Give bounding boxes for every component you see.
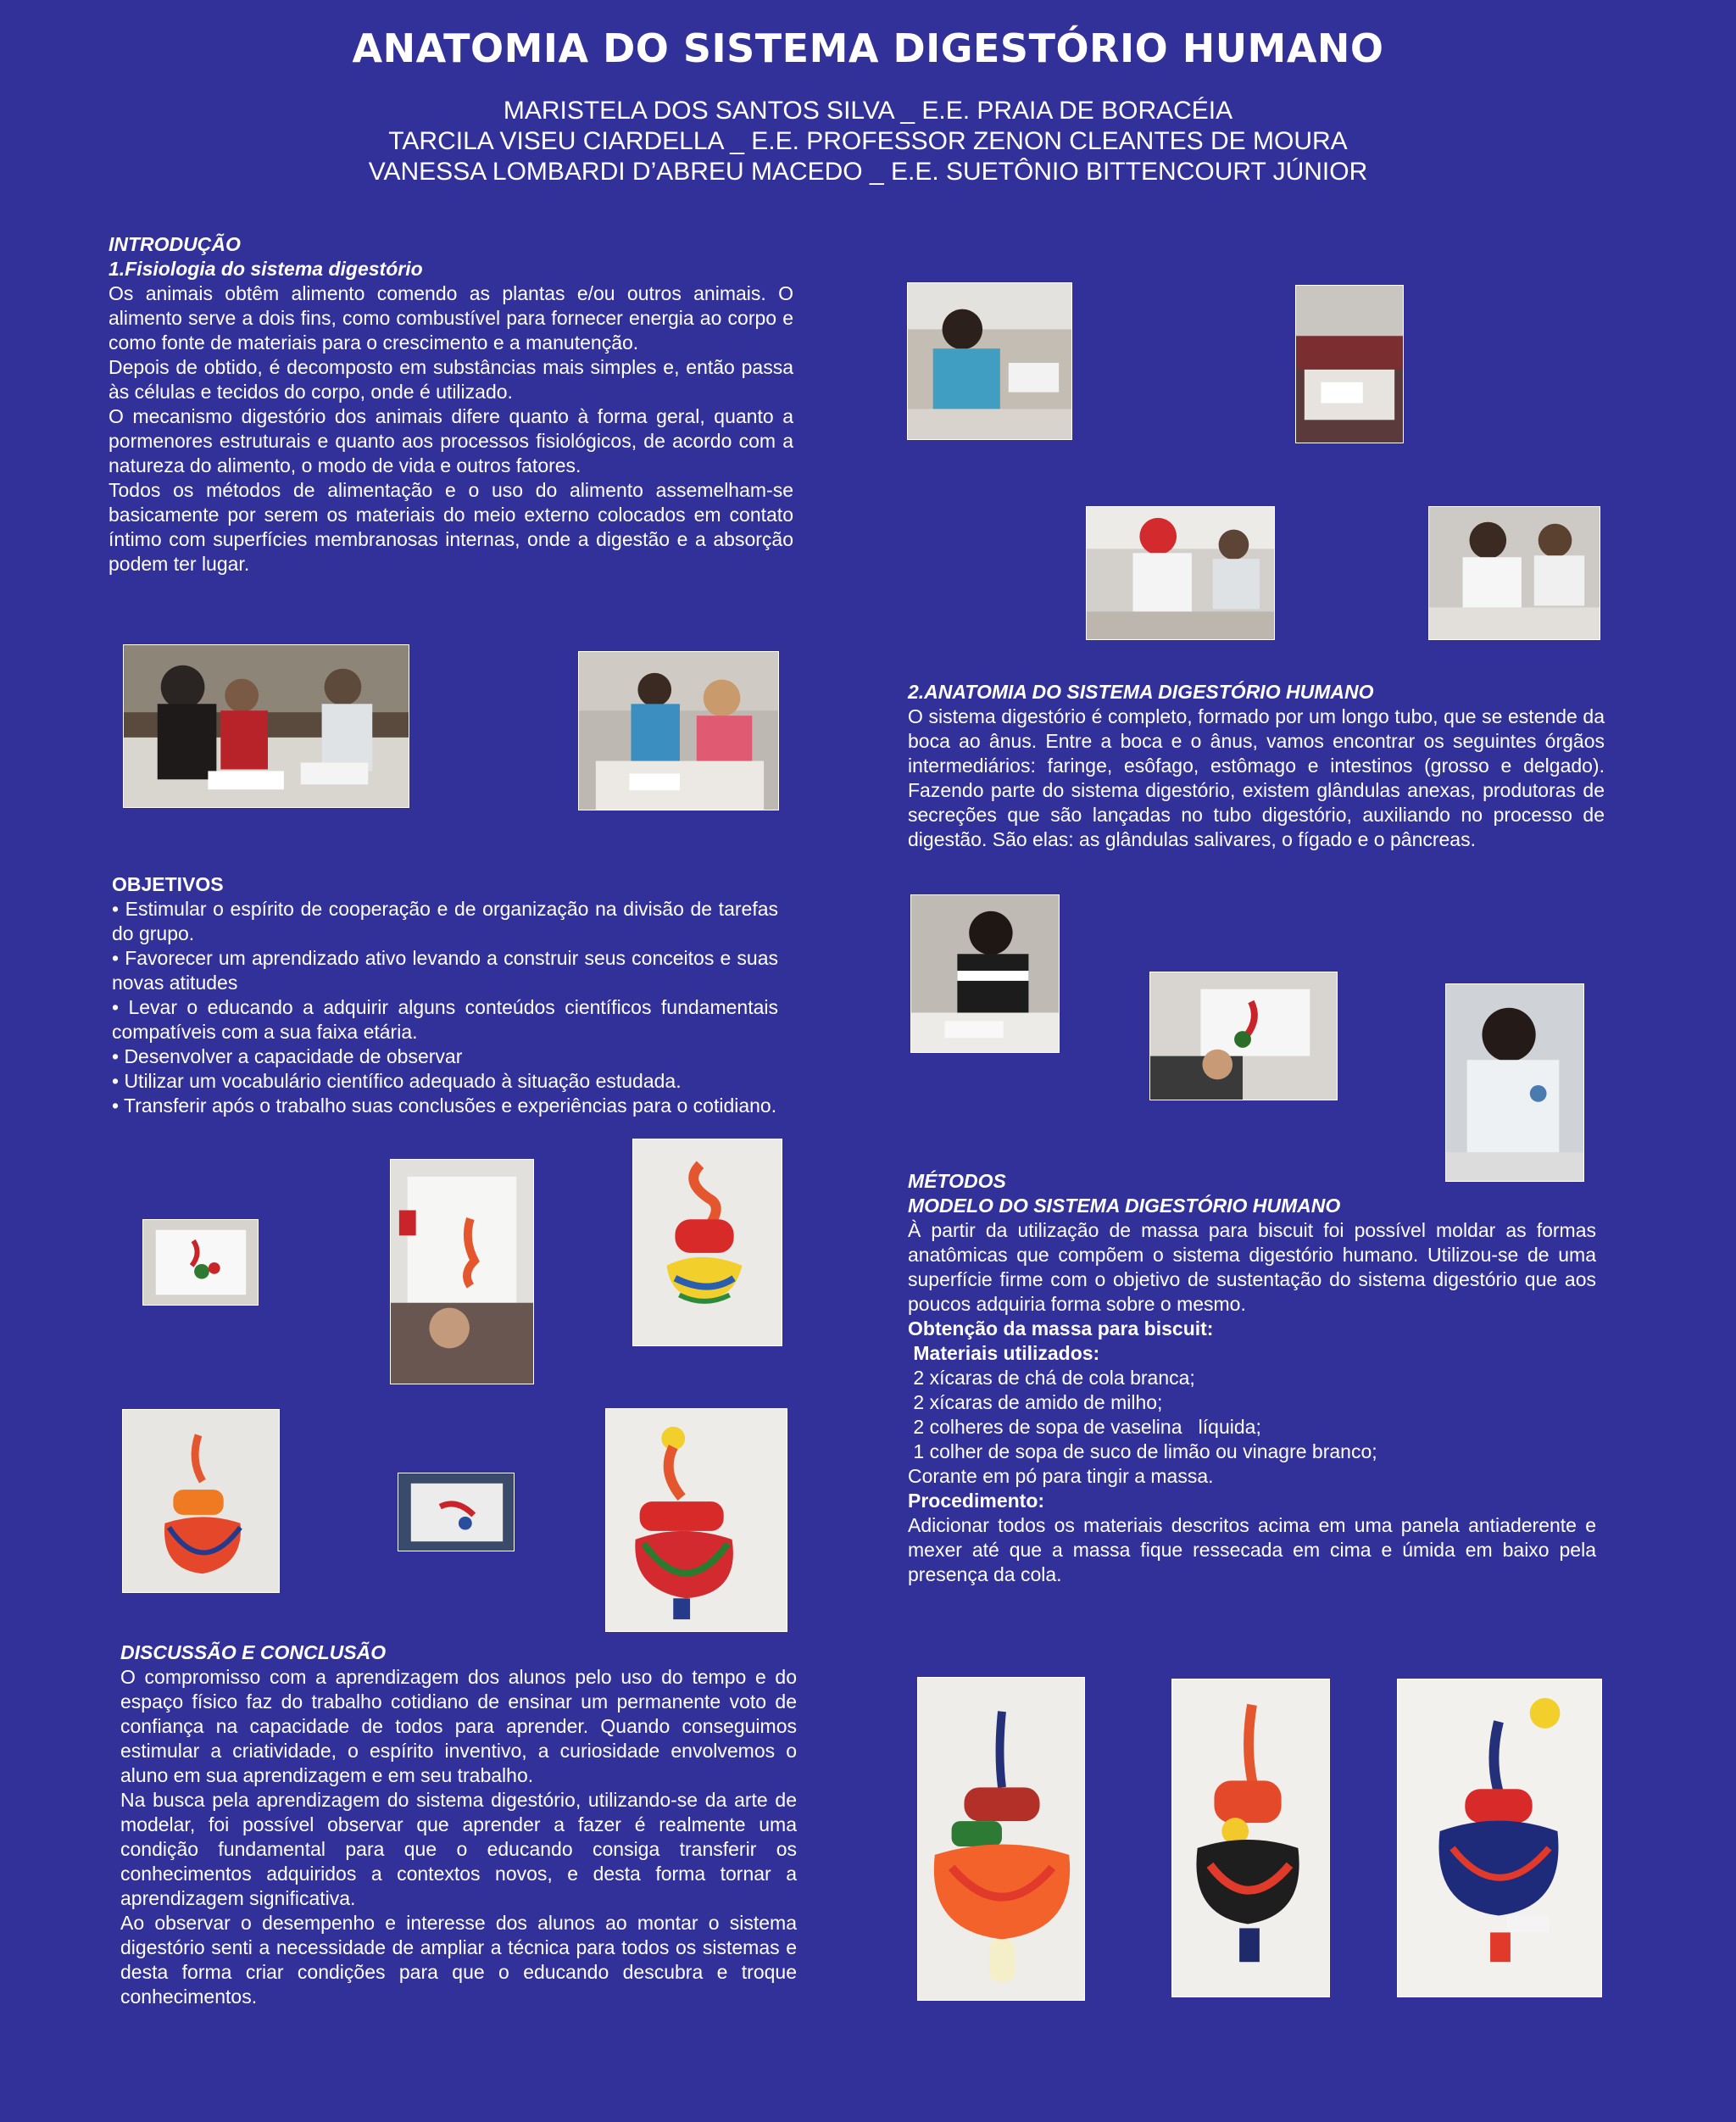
model-photo: [390, 1159, 534, 1384]
procedimento-heading: Procedimento:: [908, 1490, 1045, 1512]
discussao-section: [120, 1640, 797, 2009]
intro-paragraph: O mecanismo digestório dos animais difere quanto à forma geral, quanto a pormenores estruturais e quanto aos processos fisiológicos, de acordo com a natureza do alimento, o modo de vida e outros fatores.: [108, 405, 793, 476]
student-photo: [1295, 285, 1404, 443]
model-photo: [398, 1473, 515, 1551]
classroom-photo: [578, 651, 779, 810]
objetivo-item: • Desenvolver a capacidade de observar: [112, 1045, 463, 1067]
author-line: MARISTELA DOS SANTOS SILVA _ E.E. PRAIA DE BORACÉIA: [503, 97, 1233, 125]
material-item: 2 colheres de sopa de vaselina líquida;: [908, 1416, 1261, 1438]
student-photo: [910, 894, 1060, 1053]
material-item: 2 xícaras de amido de milho;: [908, 1391, 1163, 1413]
intro-section: [108, 232, 793, 576]
student-photo: [1086, 506, 1275, 640]
intro-paragraph: Os animais obtêm alimento comendo as plantas e/ou outros animais. O alimento serve a dois fins, como combustível para fornecer energia ao corpo e como fonte de materiais para o crescimento e a manutenção.: [108, 282, 793, 354]
material-item: 1 colher de sopa de suco de limão ou vinagre branco;: [908, 1440, 1377, 1462]
poster-title: ANATOMIA DO SISTEMA DIGESTÓRIO HUMANO: [352, 25, 1384, 71]
intro-paragraph: Depois de obtido, é decomposto em substâncias mais simples e, então passa às células e tecidos do corpo, onde é utilizado.: [108, 356, 793, 403]
objetivo-item: • Levar o educando a adquirir alguns conteúdos científicos fundamentais compatíveis com a sua faixa etária.: [112, 996, 778, 1043]
model-photo: [917, 1677, 1085, 2001]
intro-heading: INTRODUÇÃO: [108, 233, 241, 255]
discussao-heading: DISCUSSÃO E CONCLUSÃO: [120, 1641, 387, 1663]
objetivo-item: • Transferir após o trabalho suas conclusões e experiências para o cotidiano.: [112, 1094, 777, 1117]
materiais-heading: Materiais utilizados:: [908, 1342, 1100, 1364]
discussao-paragraph: Na busca pela aprendizagem do sistema digestório, utilizando-se da arte de modelar, foi possível observar que aprender a fazer é realmente uma condição fundamental para que o educando consiga transferir os conhecimentos adquiridos a contextos novos, e desta forma tornar a aprendizagem significativa.: [120, 1789, 797, 1909]
metodos-subheading: MODELO DO SISTEMA DIGESTÓRIO HUMANO: [908, 1195, 1341, 1217]
model-photo: [1171, 1679, 1330, 1997]
student-photo: [907, 282, 1072, 440]
metodos-heading: MÉTODOS: [908, 1170, 1006, 1192]
model-photo: [1149, 972, 1338, 1100]
objetivo-item: • Estimular o espírito de cooperação e de organização na divisão de tarefas do grupo.: [112, 898, 778, 944]
obtencao-heading: Obtenção da massa para biscuit:: [908, 1317, 1214, 1339]
model-photo: [1397, 1679, 1602, 1997]
student-photo: [1428, 506, 1600, 640]
objetivos-section: [112, 872, 778, 1118]
model-photo: [605, 1408, 787, 1632]
model-photo: [632, 1139, 782, 1346]
material-item: Corante em pó para tingir a massa.: [908, 1465, 1214, 1487]
discussao-paragraph: O compromisso com a aprendizagem dos alunos pelo uso do tempo e do espaço físico faz do trabalho cotidiano de ensinar um permanente voto de confiança na capacidade de todos para aprender. Quando conseguimos estimular a criatividade, o espírito inventivo, a curiosidade envolvemos o aluno em sua aprendizagem e em seu trabalho.: [120, 1666, 797, 1786]
discussao-paragraph: Ao observar o desempenho e interesse dos alunos ao montar o sistema digestório senti a necessidade de ampliar a técnica para todos os sistemas e desta forma criar condições para que o educando descubra e troque conhecimentos.: [120, 1912, 797, 2008]
objetivos-heading: OBJETIVOS: [112, 873, 224, 895]
anatomia-section: [908, 680, 1605, 852]
model-photo: [142, 1219, 259, 1306]
metodos-paragraph: À partir da utilização de massa para biscuit foi possível moldar as formas anatômicas que compõem o sistema digestório humano. Utilizou-se de uma superfície firme com o objetivo de sustentação do sistema digestório que aos poucos adquiria forma sobre o mesmo.: [908, 1219, 1596, 1315]
authors-block: [0, 96, 1736, 187]
intro-subheading: 1.Fisiologia do sistema digestório: [108, 258, 423, 280]
anatomia-heading: 2.ANATOMIA DO SISTEMA DIGESTÓRIO HUMANO: [908, 681, 1374, 703]
student-photo: [1445, 983, 1584, 1182]
anatomia-paragraph: O sistema digestório é completo, formado por um longo tubo, que se estende da boca ao ânus. Entre a boca e o ânus, vamos encontrar os seguintes órgãos intermediários: faringe, esôfago, estômago e intestinos (grosso e delgado). Fazendo parte do sistema digestório, existem glândulas anexas, produtoras de secreções que são lançadas no tubo digestório, auxiliando no processo de digestão. São elas: as glândulas salivares, o fígado e o pâncreas.: [908, 705, 1605, 850]
author-line: VANESSA LOMBARDI D’ABREU MACEDO _ E.E. SUETÔNIO BITTENCOURT JÚNIOR: [368, 158, 1368, 186]
metodos-section: [908, 1169, 1596, 1587]
objetivo-item: • Utilizar um vocabulário científico adequado à situação estudada.: [112, 1070, 682, 1092]
objetivo-item: • Favorecer um aprendizado ativo levando a construir seus conceitos e suas novas atitudes: [112, 947, 778, 994]
procedimento-paragraph: Adicionar todos os materiais descritos acima em uma panela antiaderente e mexer até que a massa fique ressecada em cima e úmida em baixo pela presença da cola.: [908, 1514, 1596, 1585]
model-photo: [122, 1409, 280, 1593]
intro-paragraph: Todos os métodos de alimentação e o uso do alimento assemelham-se basicamente por serem os materiais do meio externo colocados em contato íntimo com superfícies membranosas internas, onde a digestão e a absorção podem ter lugar.: [108, 479, 793, 575]
material-item: 2 xícaras de chá de cola branca;: [908, 1367, 1195, 1389]
author-line: TARCILA VISEU CIARDELLA _ E.E. PROFESSOR ZENON CLEANTES DE MOURA: [388, 127, 1348, 155]
classroom-photo: [123, 644, 409, 808]
